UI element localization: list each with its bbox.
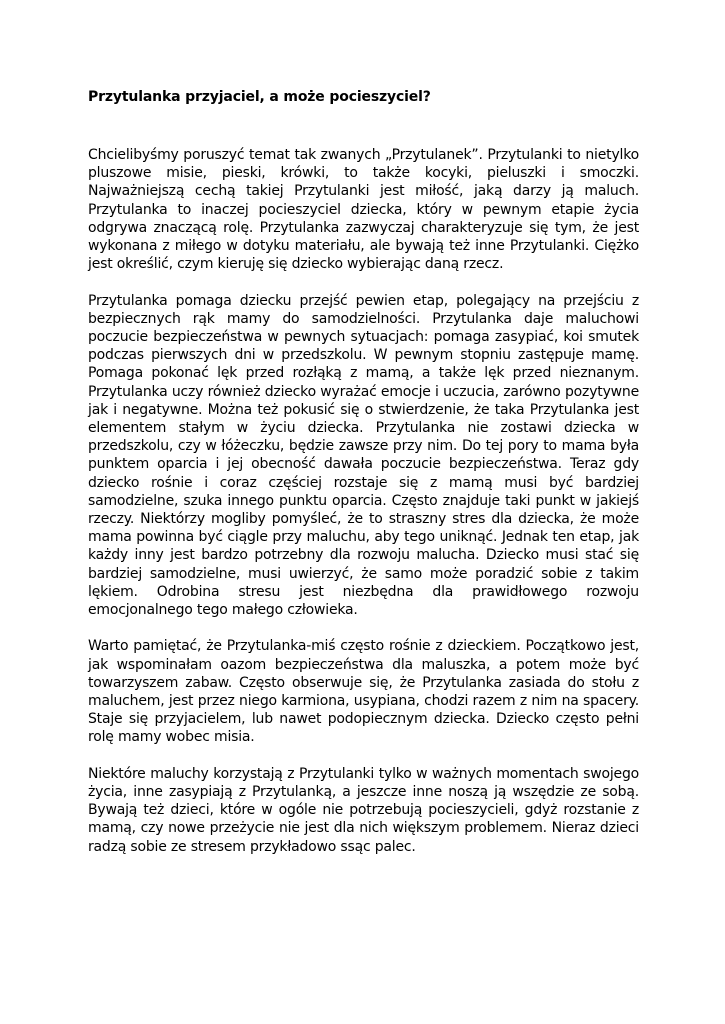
paragraph-companion: Warto pamiętać, że Przytulanka-miś często rośnie z dzieckiem. Początkowo jest, jak wspominałam oazom bezpieczeństwa dla maluszka, a potem może być towarzyszem zabaw. Często obserwuje się, że Przytulanka zasiada do stołu z maluchem, jest przez niego karmiona, usypiana, chodzi razem z nim na spacery. Staje się przyjacielem, lub nawet podopiecznym dziecka. Dziecko często pełni rolę mamy wobec misia. <box>88 638 639 746</box>
document-body <box>88 87 639 856</box>
document-title: Przytulanka przyjaciel, a może pocieszyciel? <box>88 89 431 105</box>
paragraph-intro: Chcielibyśmy poruszyć temat tak zwanych „Przytulanek”. Przytulanki to nietylko pluszowe misie, pieski, krówki, to także kocyki, pieluszki i smoczki. Najważniejszą cechą takiej Przytulanki jest miłość, jaką darzy ją maluch. Przytulanka to inaczej pocieszyciel dziecka, który w pewnym etapie życia odgrywa znaczącą rolę. Przytulanka zazwyczaj charakteryzuje się tym, że jest wykonana z miłego w dotyku materiału, ale bywają też inne Przytulanki. Ciężko jest określić, czym kieruję się dziecko wybierając daną rzecz. <box>88 147 639 273</box>
paragraph-usage: Niektóre maluchy korzystają z Przytulanki tylko w ważnych momentach swojego życia, inne zasypiają z Przytulanką, a jeszcze inne noszą ją wszędzie ze sobą. Bywają też dzieci, które w ogóle nie potrzebują pocieszycieli, gdyż rozstanie z mamą, czy nowe przeżycie nie jest dla nich większym problemem. Nieraz dzieci radzą sobie ze stresem przykładowo ssąc palec. <box>88 765 639 855</box>
paragraph-role: Przytulanka pomaga dziecku przejść pewien etap, polegający na przejściu z bezpiecznych rąk mamy do samodzielności. Przytulanka daje maluchowi poczucie bezpieczeństwa w pewnych sytuacjach: pomaga zasypiać, koi smutek podczas pierwszych dni w przedszkolu. W pewnym stopniu zastępuje mamę. Pomaga pokonać lęk przed rozłąką z mamą, a także lęk przed nieznanym. Przytulanka uczy również dziecko wyrażać emocje i uczucia, zarówno pozytywne jak i negatywne. Można też pokusić się o stwierdzenie, że taka Przytulanka jest elementem stałym w życiu dziecka. Przytulanka nie zostawi dziecka w przedszkolu, czy w łóżeczku, będzie zawsze przy nim. Do tej pory to mama była punktem oparcia i jej obecność dawała poczucie bezpieczeństwa. Teraz gdy dziecko rośnie i coraz częściej rozstaje się z mamą musi być bardziej samodzielne, szuka innego punktu oparcia. Często znajduje taki punkt w jakiejś rzeczy. Niektórzy mogliby pomyśleć, że to straszny stres dla dziecka, że może mama powinna być ciągle przy maluchu, aby tego uniknąć. Jednak ten etap, jak każdy inny jest bardzo potrzebny dla rozwoju malucha. Dziecko musi stać się bardziej samodzielne, musi uwierzyć, że samo może poradzić sobie z takim lękiem. Odrobina stresu jest niezbędna dla prawidłowego rozwoju emocjonalnego tego małego człowieka. <box>88 292 639 619</box>
